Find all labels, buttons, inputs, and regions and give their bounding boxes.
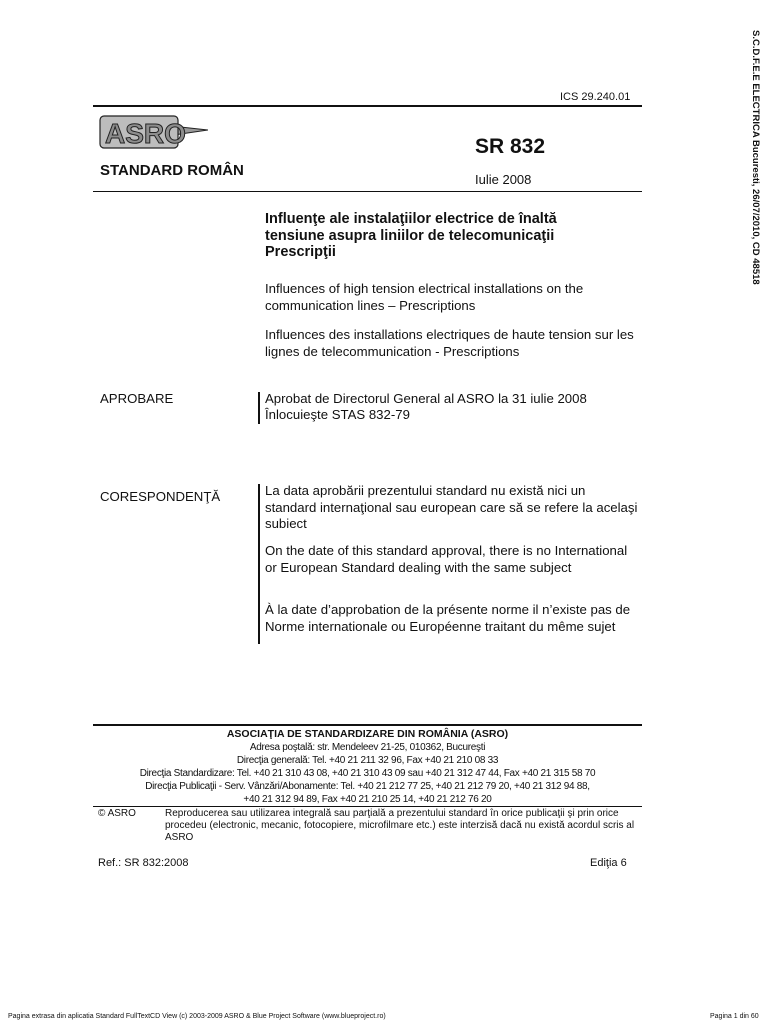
standard-date: Iulie 2008 [475,172,532,187]
footer-thin-rule [93,806,642,807]
association-title: ASOCIAŢIA DE STANDARDIZARE DIN ROMÂNIA (ASRO) [226,728,509,740]
footer-standardization: Direcţia Standardizare: Tel. +40 21 310 43 08, +40 21 310 43 09 sau +40 21 312 47 44, Fax +40 21 315 58 70 [139,768,596,779]
top-rule [93,105,642,107]
page-footer-pagination: Pagina 1 din 60 [710,1013,759,1020]
correspondence-label: CORESPONDENŢĂ [100,489,221,504]
correspondence-bar [258,484,260,644]
title-french: Influences des installations electriques de haute tension sur les lignes de telecommunication - Prescriptions [265,327,634,359]
asro-logo [98,110,208,154]
footer-publications: Direcţia Publicaţii - Serv. Vânzări/Abonamente: Tel. +40 21 212 77 25, +40 21 212 79 20, +40 21 312 94 88, [145,781,590,792]
correspondence-french: À la date d’approbation de la présente norme il n’existe pas de Norme internationale ou Européenne traitant du même sujet [265,602,631,634]
footer-general: Direcţia generală: Tel. +40 21 211 32 96, Fax +40 21 210 08 33 [236,755,499,766]
footer-address: Adresa poştală: str. Mendeleev 21-25, 010362, Bucureşti [249,742,486,753]
edition-number: Ediţia 6 [590,857,627,869]
header-rule [93,191,642,192]
footer-top-rule [93,724,642,726]
correspondence-romanian: La data aprobării prezentului standard nu există nici un standard internaţional sau european care să se refere la acelaşi subiect [265,483,638,531]
approval-label: APROBARE [100,391,174,406]
logo-wordmark: ASRO [105,118,186,149]
title-english: Influences of high tension electrical installations on the communication lines – Prescriptions [265,281,584,313]
title-romanian: Influenţe ale instalaţiilor electrice de înaltă tensiune asupra liniilor de telecomunicaţii Prescripţii [265,211,557,260]
side-license-stamp: S.C.D.F.E.E ELECTRICA Bucuresti, 26/07/2010, CD 48518 [750,30,761,285]
copyright-label: © ASRO [98,808,136,819]
standard-label: STANDARD ROMÂN [100,162,244,179]
footer-publications-cont: +40 21 312 94 89, Fax +40 21 210 25 14, +40 21 212 76 20 [243,794,492,805]
correspondence-english: On the date of this standard approval, there is no International or European Standard dealing with the same subject [265,543,628,575]
standard-number: SR 832 [475,135,546,158]
approval-line-1: Aprobat de Directorul General al ASRO la 31 iulie 2008 [265,391,587,406]
ics-code: ICS 29.240.01 [560,91,631,103]
approval-line-2: Înlocuieşte STAS 832-79 [265,407,410,422]
copyright-text: Reproducerea sau utilizarea integrală sau parţială a prezentului standard în orice publicaţii şi prin orice procedeu (electronic, mecanic, fotocopiere, microfilmare etc.) este interzisă dacă nu există acordul scris al ASRO [165,808,635,843]
approval-bar [258,392,260,424]
reference-number: Ref.: SR 832:2008 [98,857,189,869]
page-footer-source: Pagina extrasa din aplicatia Standard FullTextCD View (c) 2003-2009 ASRO & Blue Project Software (www.blueproject.ro) [8,1013,386,1020]
